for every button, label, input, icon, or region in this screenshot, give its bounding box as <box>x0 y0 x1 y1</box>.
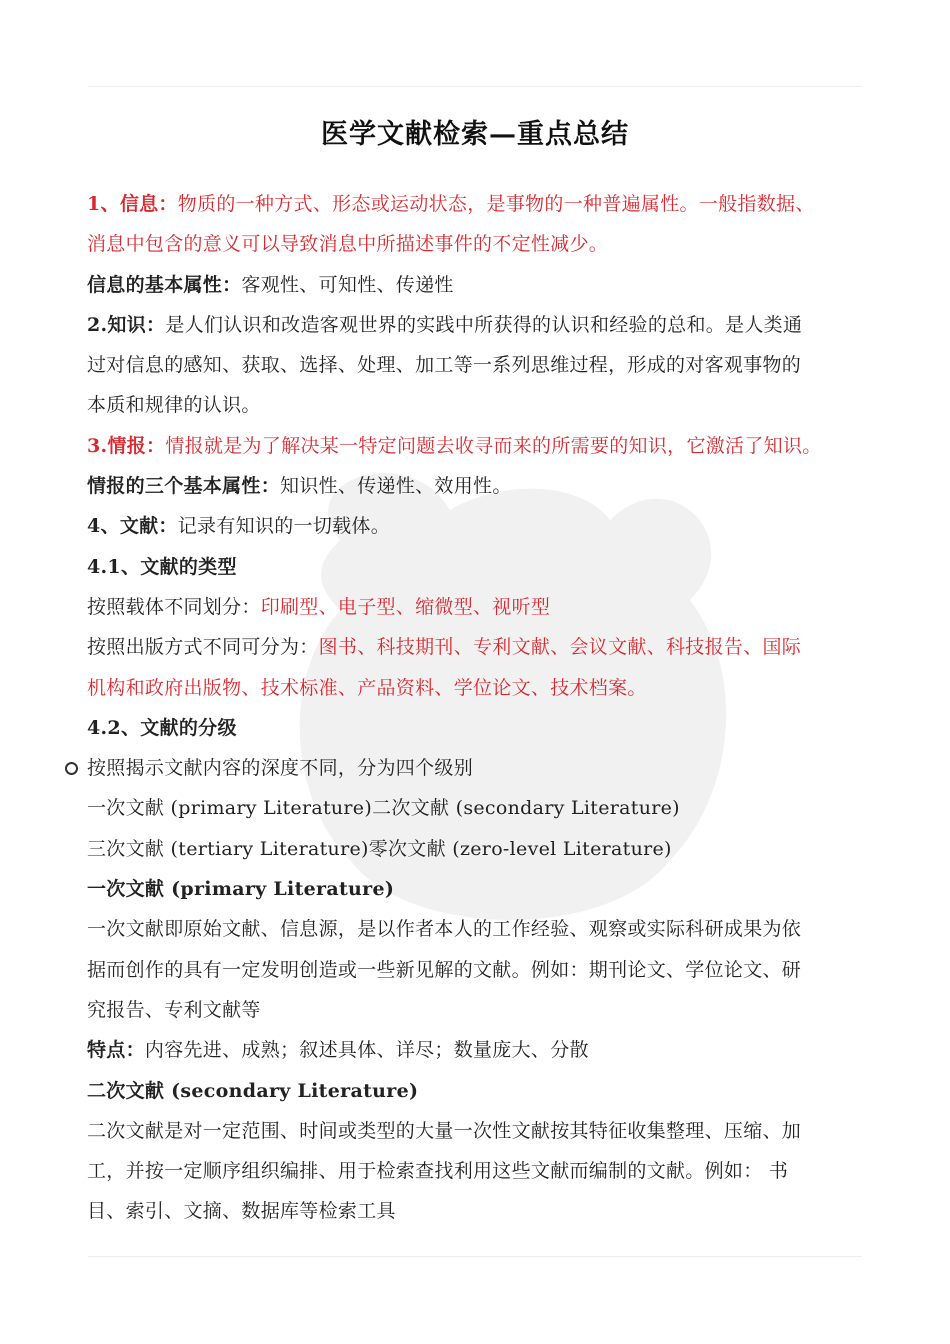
publication-types-values-1: 图书、科技期刊、专利文献、会议文献、科技报告、国际 <box>318 636 802 659</box>
section-knowledge-text-1: 是人们认识和改造客观世界的实践中所获得的认识和经验的总和。是人类通 <box>165 313 803 336</box>
carrier-types-values: 印刷型、电子型、缩微型、视听型 <box>260 595 551 618</box>
section-info-text-1: 物质的一种方式、形态或运动状态，是事物的一种普遍属性。一般指数据、 <box>177 193 815 215</box>
section-knowledge-heading: 2.知识： <box>87 313 166 336</box>
section-4-1-heading: 4.1、文献的类型 <box>87 555 237 578</box>
section-literature-heading: 4、文献： <box>87 515 178 538</box>
carrier-types-line <box>87 587 877 627</box>
section-info-heading: 1、信息： <box>87 193 178 215</box>
secondary-literature-line-3: 目、索引、文摘、数据库等检索工具 <box>87 1200 396 1223</box>
primary-features-heading: 特点： <box>87 1039 145 1062</box>
primary-literature-heading: 一次文献 (primary Literature) <box>87 878 395 901</box>
secondary-literature-line-1: 二次文献是对一定范围、时间或类型的大量一次性文献按其特征收集整理、压缩、加 <box>87 1119 802 1142</box>
levels-line-2: 三次文献 (tertiary Literature)零次文献 (zero-level Literature) <box>87 837 672 860</box>
info-attributes-text: 客观性、可知性、传递性 <box>241 273 454 296</box>
section-4-2-heading: 4.2、文献的分级 <box>87 716 237 739</box>
intelligence-attributes-line <box>87 466 877 506</box>
primary-literature-line-2: 据而创作的具有一定发明创造或一些新见解的文献。例如：期刊论文、学位论文、研 <box>87 958 802 981</box>
section-literature-line <box>87 506 877 546</box>
section-knowledge-line-1 <box>87 305 877 345</box>
levels-bullet-item <box>87 748 877 788</box>
info-attributes-line <box>87 265 877 305</box>
section-intelligence-line-1 <box>87 426 877 466</box>
intelligence-attributes-heading: 情报的三个基本属性： <box>87 475 281 498</box>
section-knowledge-line-2: 过对信息的感知、获取、选择、处理、加工等一系列思维过程，形成的对客观事物的 <box>87 354 802 377</box>
carrier-types-lead: 按照载体不同划分： <box>87 595 261 618</box>
secondary-literature-heading: 二次文献 (secondary Literature) <box>87 1079 419 1102</box>
secondary-literature-line-2: 工，并按一定顺序组织编排、用于检索查找利用这些文献而编制的文献。例如： 书 <box>87 1160 789 1183</box>
document-body <box>87 184 877 1232</box>
info-attributes-heading: 信息的基本属性： <box>87 273 242 296</box>
page-title: 医学文献检索—重点总结 <box>321 119 629 150</box>
section-knowledge-line-3: 本质和规律的认识。 <box>87 394 261 417</box>
intelligence-attributes-text: 知识性、传递性、效用性。 <box>280 475 512 498</box>
levels-bullet-text: 按照揭示文献内容的深度不同，分为四个级别 <box>87 757 474 780</box>
section-literature-text: 记录有知识的一切载体。 <box>177 515 391 538</box>
header-rule <box>88 86 862 87</box>
publication-types-lead: 按照出版方式不同可分为： <box>87 636 319 659</box>
hollow-circle-bullet-icon <box>65 762 78 775</box>
section-info-line-1 <box>87 184 877 224</box>
levels-line-1: 一次文献 (primary Literature)二次文献 (secondary Literature) <box>87 797 680 820</box>
section-info-line-2: 消息中包含的意义可以导致消息中所描述事件的不定性减少。 <box>87 233 609 256</box>
primary-features-line <box>87 1030 877 1070</box>
section-intelligence-text-1: 情报就是为了解决某一特定问题去收寻而来的所需要的知识，它激活了知识。 <box>165 434 822 457</box>
primary-literature-line-3: 究报告、专利文献等 <box>87 998 261 1021</box>
section-intelligence-heading: 3.情报： <box>87 434 166 457</box>
primary-literature-line-1: 一次文献即原始文献、信息源，是以作者本人的工作经验、观察或实际科研成果为依 <box>87 918 802 941</box>
primary-features-text: 内容先进、成熟；叙述具体、详尽；数量庞大、分散 <box>144 1039 589 1062</box>
publication-types-line-2: 机构和政府出版物、技术标准、产品资料、学位论文、技术档案。 <box>87 676 647 699</box>
publication-types-line-1 <box>87 627 877 667</box>
footer-rule <box>88 1256 862 1257</box>
